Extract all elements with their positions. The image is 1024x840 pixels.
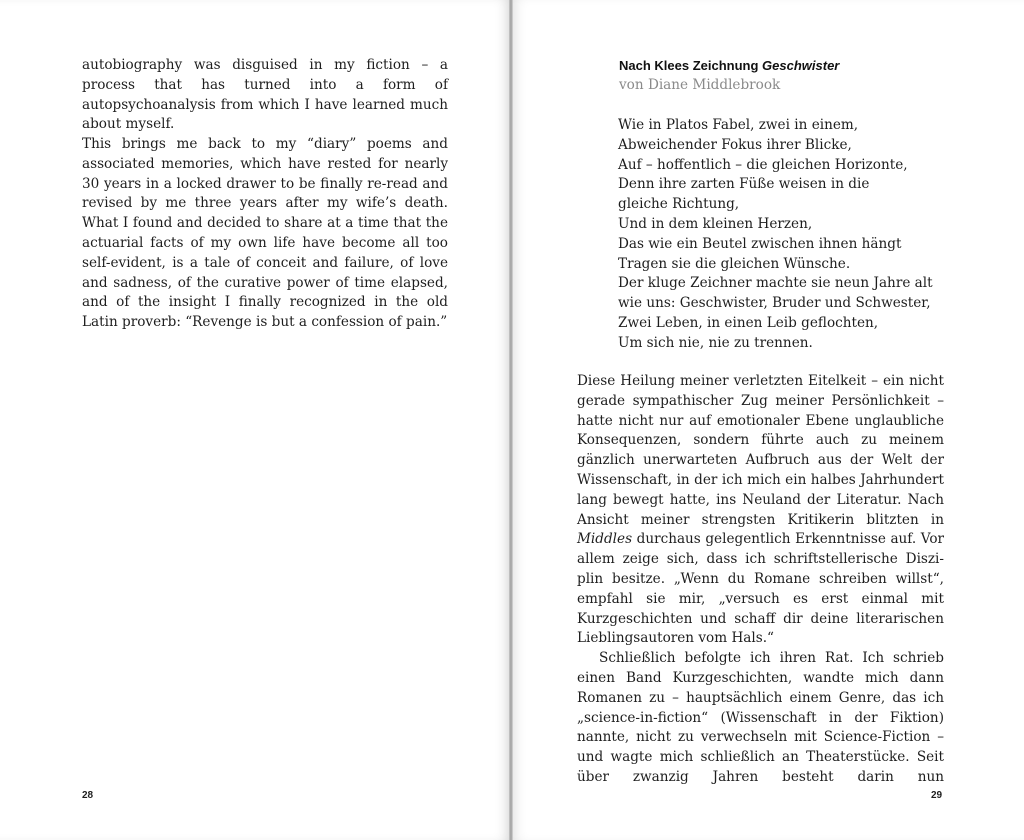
left-paragraph-1 (82, 56, 448, 135)
poem-line: Der kluge Zeichner machte sie neun Jahre alt (618, 275, 933, 292)
poem-author: von Diane Middlebrook (619, 77, 781, 93)
poem-title (619, 56, 939, 76)
page-number-left: 28 (82, 790, 94, 801)
right-paragraph-1 (577, 372, 944, 788)
poem (618, 116, 948, 354)
poem-line: Und in dem kleinen Herzen, (618, 215, 813, 232)
poem-heading (619, 56, 939, 96)
poem-line: wie uns: Geschwister, Bruder und Schwester, (618, 295, 931, 312)
poem-line: Abweichender Fokus ihrer Blicke, (618, 136, 852, 153)
poem-line: Wie in Platos Fabel, zwei in einem, (618, 117, 859, 133)
right-page (513, 0, 1024, 840)
left-paragraph-2-text: This brings me back to my “diary” poems and associated memories, which have rested for nearly 30 years in a locked drawer to be finally re-read and revised by me three years after my wife’s death. What I found and decided to share at a time that the actuarial facts of my own life have become all too self-evident, is a tale of conceit and failure, of love and sadness, of the curative power of time elapsed, and of the insight I finally recognized in the old Latin proverb: “Revenge is but a confession of pain.” (82, 136, 448, 331)
right-paragraph-2: Schließlich befolgte ich ihren Rat. Ich schrieb einen Band Kurzgeschichten, wandte mich dann Romanen zu – hauptsächlich einem Genre, das ich „science-in-fiction“ (Wissenschaft in der Fiktion) nannte, nicht zu verwechseln mit Science-Fiction – und wagte mich schließlich an Theaterstücke. Seit über zwanzig Jahren besteht darin nun (577, 650, 944, 785)
poem-line: gleiche Richtung, (618, 196, 740, 213)
right-paragraph-1-text (577, 372, 944, 649)
poem-line: Denn ihre zarten Füße weisen in die (618, 176, 870, 193)
page-number-right: 29 (931, 790, 943, 801)
poem-line: Auf – hoffentlich – die gleichen Horizonte, (618, 156, 908, 173)
poem-title-work: Geschwister (762, 58, 840, 73)
right-paragraph-1-part-a: Diese Heilung meiner verletzten Eitelkeit – ein nicht gerade sympathischer Zug meiner Persönlichkeit – hatte nicht nur auf emotionaler Ebene unglaubliche Konsequenzen, sondern führte auch zu meinem gänzlich unerwarteten Aufbruch aus der Welt der Wissenschaft, in der ich mich ein halbes Jahrhundert lang bewegt hatte, ins Neuland der Literatur. Nach Ansicht meiner strengsten Kritikerin blitzten in (577, 373, 944, 528)
book-title-middles: Middles (577, 531, 633, 548)
poem-line: Tragen sie die gleichen Wünsche. (618, 255, 851, 272)
right-paragraph-1-part-b: durchaus gelegentlich Erkenntnisse auf. Vor allem zeige sich, dass ich schriftstellerische Disziplin besitze. „Wenn du Romane schreiben willst“, empfahl sie mir, „versuch es erst einmal mit Kurzgeschichten und schaff dir deine literarischen Lieblingsautoren vom Hals.“ (577, 531, 944, 647)
poem-title-prefix: Nach Klees Zeichnung (619, 58, 763, 73)
poem-line: Um sich nie, nie zu trennen. (618, 334, 813, 351)
left-paragraph-1-text: autobiography was disguised in my fiction – a process that has turned into a form of autopsychoanalysis from which I have learned much about myself. (82, 57, 448, 133)
poem-line: Zwei Leben, in einen Leib geflochten, (618, 314, 879, 331)
poem-line: Das wie ein Beutel zwischen ihnen hängt (618, 235, 902, 252)
left-paragraph-2 (82, 135, 448, 333)
left-page (0, 0, 511, 840)
